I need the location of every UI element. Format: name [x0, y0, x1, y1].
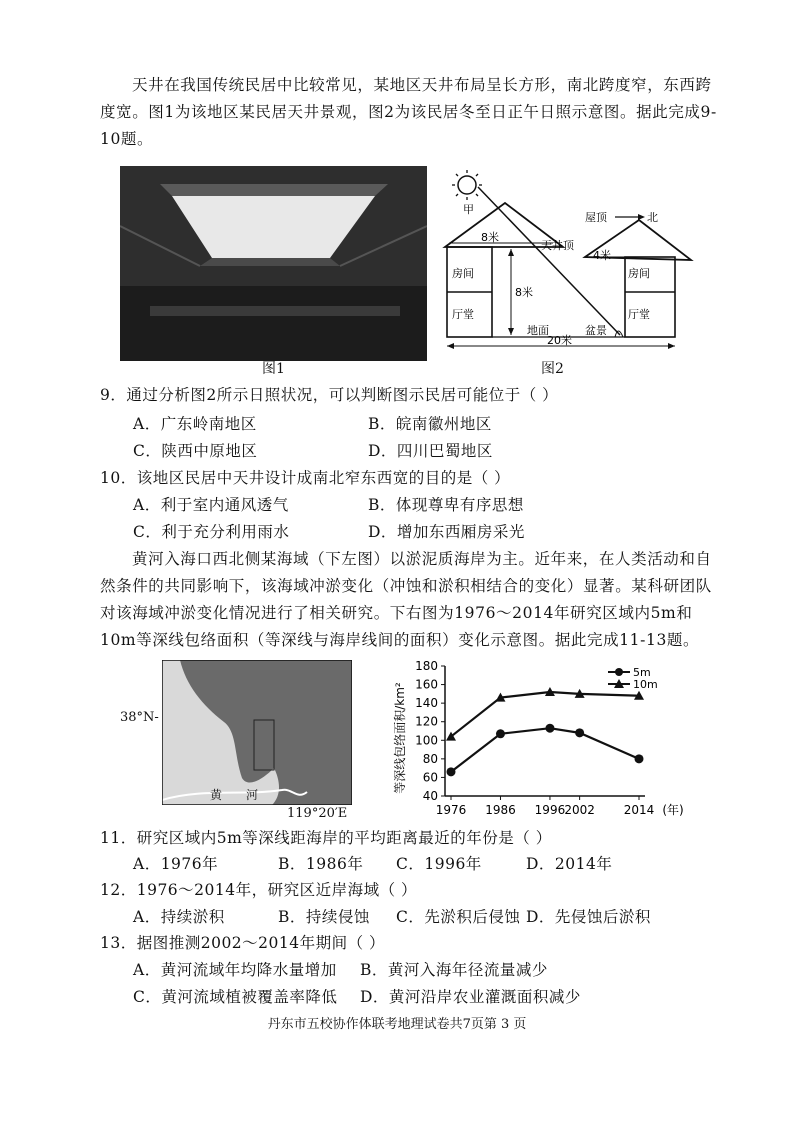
fig2-sunlight-diagram	[435, 165, 695, 360]
data-point-5m	[635, 754, 644, 763]
series-line-5m	[451, 728, 639, 772]
q11-option-d[interactable]: D．2014年	[526, 855, 613, 873]
section2-intro: 黄河入海口西北侧某海域（下左图）以淤泥质海岸为主。近年来，在人类活动和自然条件的共同影响下，该海域冲淤变化（冲蚀和淤积相结合的变化）显著。某科研团队对该海域冲淤变化情况进行了相关研究。下右图为1976～2014年研究区域内5m和10m等深线包络面积（等深线与海岸线间的面积）变化示意图。据此完成11-13题。	[100, 550, 712, 649]
data-point-5m	[575, 728, 584, 737]
chart-y-tick-label: 100	[415, 733, 438, 748]
fig2-caption: 图2	[541, 361, 564, 377]
fig2-roof: 屋顶	[585, 211, 607, 224]
map-lon-label: 119°20′E	[287, 806, 348, 821]
q11-option-a[interactable]: A．1976年	[133, 855, 219, 873]
fig2-hall-left: 厅堂	[452, 308, 474, 321]
chart-y-tick-label: 160	[415, 677, 438, 692]
fig2-height-8m: 8米	[515, 286, 533, 299]
legend-marker-5m	[615, 668, 623, 676]
chart-x-tick-label: 1996	[534, 803, 566, 817]
section1-intro: 天井在我国传统民居中比较常见，某地区天井布局呈长方形，南北跨度窄，东西跨度宽。图1为该地区某民居天井景观，图2为该民居冬至日正午日照示意图。据此完成9-10题。	[100, 76, 717, 148]
q9-stem: 9．通过分析图2所示日照状况，可以判断图示民居可能位于（ ）	[100, 386, 559, 404]
legend-label-10m: 10m	[633, 678, 658, 691]
chart-y-tick-label: 80	[422, 751, 438, 766]
chart-x-tick-label: 2002	[564, 803, 595, 817]
q12-option-c[interactable]: C．先淤积后侵蚀	[396, 908, 521, 926]
q13-option-c[interactable]: C．黄河流域植被覆盖率降低	[133, 988, 338, 1006]
q10-stem: 10．该地区民居中天井设计成南北窄东西宽的目的是（ ）	[100, 469, 511, 487]
fig2-label-jia: 甲	[463, 203, 474, 216]
legend-label-5m: 5m	[633, 666, 651, 679]
chart-x-tick-label: 1986	[485, 803, 516, 817]
chart-y-tick-label: 60	[422, 770, 438, 785]
q12-option-d[interactable]: D．先侵蚀后淤积	[526, 908, 651, 926]
data-point-5m	[447, 767, 456, 776]
map-river-label: 黄 河	[210, 788, 259, 802]
sun-icon	[452, 170, 482, 200]
fig2-bonsai: 盆景	[585, 324, 607, 337]
q9-option-b[interactable]: B．皖南徽州地区	[368, 415, 492, 433]
fig2-width-4m: 4米	[593, 249, 611, 262]
fig1-skylight-photo	[120, 166, 427, 361]
chart-y-tick-label: 140	[415, 696, 438, 711]
q12-option-b[interactable]: B．持续侵蚀	[278, 908, 370, 926]
fig2-total: 20米	[547, 334, 572, 347]
fig1-caption: 图1	[262, 361, 285, 377]
q12-option-a[interactable]: A．持续淤积	[133, 908, 225, 926]
q9-option-c[interactable]: C．陕西中原地区	[133, 442, 258, 460]
fig2-width-8m: 8米	[481, 231, 499, 244]
q11-option-b[interactable]: B．1986年	[278, 855, 364, 873]
fig2-skylight-top: 天井顶	[541, 239, 574, 252]
q11-stem: 11．研究区域内5m等深线距海岸的平均距离最近的年份是（ ）	[100, 829, 552, 847]
q12-stem: 12．1976～2014年，研究区近岸海域（ ）	[100, 881, 418, 899]
data-point-5m	[496, 729, 505, 738]
chart-x-tick-label: 1976	[435, 803, 467, 817]
q13-option-d[interactable]: D．黄河沿岸农业灌溉面积减少	[360, 988, 581, 1006]
chart-y-tick-label: 40	[422, 789, 438, 803]
estuary-map	[162, 660, 352, 805]
chart-x-unit: (年)	[662, 803, 684, 817]
isobath-area-chart	[390, 658, 700, 823]
map-lat-label: 38°N-	[120, 710, 159, 725]
data-point-5m	[545, 724, 554, 733]
q13-option-a[interactable]: A．黄河流域年均降水量增加	[133, 961, 337, 979]
page-footer: 丹东市五校协作体联考地理试卷共7页第 3 页	[267, 1017, 527, 1032]
chart-y-tick-label: 180	[415, 659, 438, 673]
q9-option-a[interactable]: A．广东岭南地区	[133, 415, 257, 433]
q10-option-d[interactable]: D．增加东西厢房采光	[368, 523, 525, 541]
q11-option-c[interactable]: C．1996年	[396, 855, 482, 873]
series-line-10m	[451, 692, 639, 737]
fig2-room-right: 房间	[628, 267, 650, 280]
q10-option-c[interactable]: C．利于充分利用雨水	[133, 523, 290, 541]
fig2-room-left: 房间	[452, 267, 474, 280]
fig2-ground: 地面	[527, 324, 549, 337]
fig2-hall-right: 厅堂	[628, 308, 650, 321]
q13-option-b[interactable]: B．黄河入海年径流量减少	[360, 961, 548, 979]
q13-stem: 13．据图推测2002～2014年期间（ ）	[100, 934, 386, 952]
chart-y-tick-label: 120	[415, 714, 438, 729]
q9-option-d[interactable]: D．四川巴蜀地区	[368, 442, 493, 460]
q10-option-a[interactable]: A．利于室内通风透气	[133, 496, 289, 514]
chart-x-tick-label: 2014	[623, 803, 655, 817]
chart-ylabel: 等深线包络面积/km²	[393, 682, 407, 794]
q10-option-b[interactable]: B．体现尊卑有序思想	[368, 496, 524, 514]
fig2-north: 北	[647, 211, 658, 224]
